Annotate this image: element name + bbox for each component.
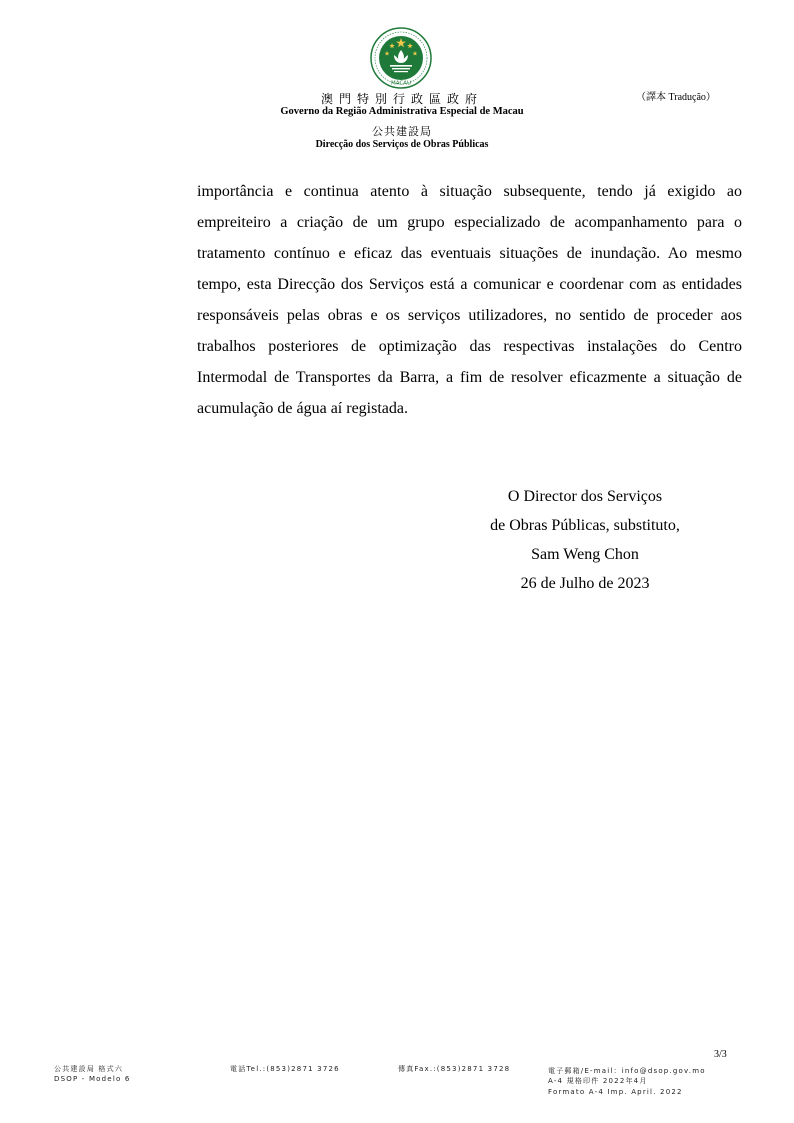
- footer-telephone: 電話Tel.:(853)2871 3726: [230, 1065, 340, 1073]
- footer-format-portuguese: Formato A-4 Imp. April. 2022: [548, 1088, 683, 1096]
- page-number: 3/3: [714, 1049, 727, 1060]
- department-name-chinese: 公共建設局: [372, 125, 432, 138]
- footer-email: 電子郵箱/E-mail：info@dsop.gov.mo: [548, 1067, 706, 1075]
- footer-format-chinese: A-4 規格印件 2022年4月: [548, 1077, 648, 1085]
- government-name-portuguese: Governo da Região Administrativa Especial de Macau: [280, 106, 524, 117]
- translation-note: （譯本 Tradução）: [636, 92, 716, 103]
- department-name-portuguese: Direcção dos Serviços de Obras Públicas: [315, 139, 489, 150]
- signature-title-line-1: O Director dos Serviços: [507, 488, 663, 505]
- macau-emblem-icon: [370, 27, 432, 89]
- government-name-chinese: 澳門特別行政區政府: [320, 92, 483, 106]
- footer-form-chinese: 公共建設局 格式六: [54, 1065, 124, 1073]
- signature-date: 26 de Julho de 2023: [520, 575, 650, 592]
- footer-form-portuguese: DSOP - Modelo 6: [54, 1075, 131, 1083]
- footer-fax: 傳真Fax.:(853)2871 3728: [398, 1065, 511, 1073]
- body-paragraph: importância e continua atento à situação subsequente, tendo já exigido ao empreiteiro a criação de um grupo especializado de acompanhamento para o tratamento contínuo e eficaz das eventuais situações de inundação. Ao mesmo tempo, esta Direcção dos Serviços está a comunicar e coordenar com as entidades responsáveis pelas obras e os serviços utilizadores, no sentido de proceder aos trabalhos posteriores de optimização das respectivas instalações do Centro Intermodal de Transportes da Barra, a fim de resolver eficazmente a situação de acumulação de água aí registada.: [197, 183, 742, 417]
- signature-title-line-2: de Obras Públicas, substituto,: [490, 517, 680, 534]
- signature-name: Sam Weng Chon: [531, 546, 639, 563]
- emblem-text: MACAU: [390, 80, 412, 87]
